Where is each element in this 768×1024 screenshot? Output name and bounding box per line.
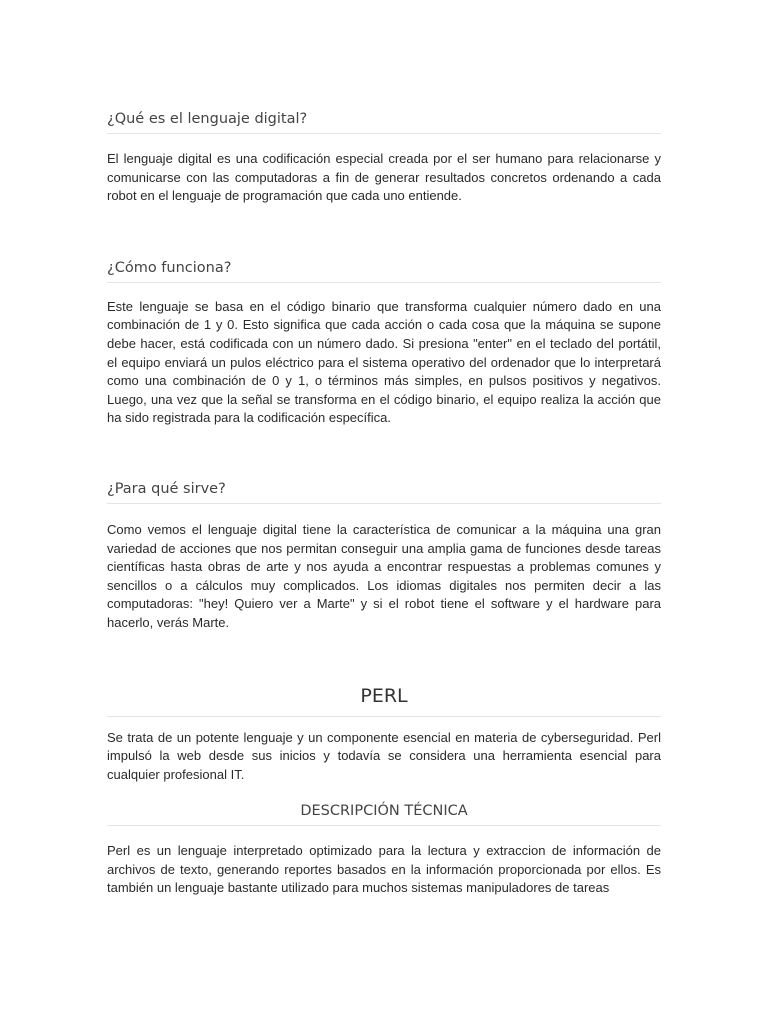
section-body-como-funciona: Este lenguaje se basa en el código binario que transforma cualquier número dado en una combinación de 1 y 0. Esto significa que cada acción o cada cosa que la máquina se supone debe hacer, está codificada con un número dado. Si presiona "enter" en el teclado del portátil, el equipo enviará un pulos eléctrico para el sistema operativo del ordenador que lo interpretará como una combinación de 0 y 1, o términos más simples, en pulsos positivos y negativos. Luego, una vez que la señal se transforma en el código binario, el equipo realiza la acción que ha sido registrada para la codificación específica. (107, 298, 661, 426)
section-heading-como-funciona: ¿Cómo funciona? (107, 259, 661, 283)
perl-technical-description-heading: DESCRIPCIÓN TÉCNICA (107, 802, 661, 826)
perl-title: PERL (107, 684, 661, 717)
perl-technical-description-body: Perl es un lenguaje interpretado optimizado para la lectura y extraccion de información de archivos de texto, generando reportes basados en la información proporcionada por ellos. Es también un lenguaje bastante utilizado para muchos sistemas manipuladores de tareas (107, 843, 661, 896)
section-body-para-que-sirve: Como vemos el lenguaje digital tiene la característica de comunicar a la máquina una gran variedad de acciones que nos permitan conseguir una amplia gama de funciones desde tareas científicas hasta obras de arte y nos ayuda a encontrar respuestas a problemas comunes y sencillos o a cálculos muy complicados. Los idiomas digitales nos permiten decir a las computadoras: "hey! Quiero ver a Marte" y si el robot tiene el software y el hardware para hacerlo, verás Marte. (107, 521, 661, 630)
section-heading-para-que-sirve: ¿Para qué sirve? (107, 480, 661, 504)
perl-intro: Se trata de un potente lenguaje y un componente esencial en materia de cyberseguridad. Perl impulsó la web desde sus inicios y todavía se considera una herramienta esencial para cualquier profesional IT. (107, 729, 661, 782)
document-page (107, 0, 661, 898)
section-heading-que-es: ¿Qué es el lenguaje digital? (107, 110, 661, 134)
section-body-que-es: El lenguaje digital es una codificación especial creada por el ser humano para relacionarse y comunicarse con las computadoras a fin de generar resultados concretos ordenando a cada robot en el lenguaje de programación que cada uno entiende. (107, 151, 661, 204)
